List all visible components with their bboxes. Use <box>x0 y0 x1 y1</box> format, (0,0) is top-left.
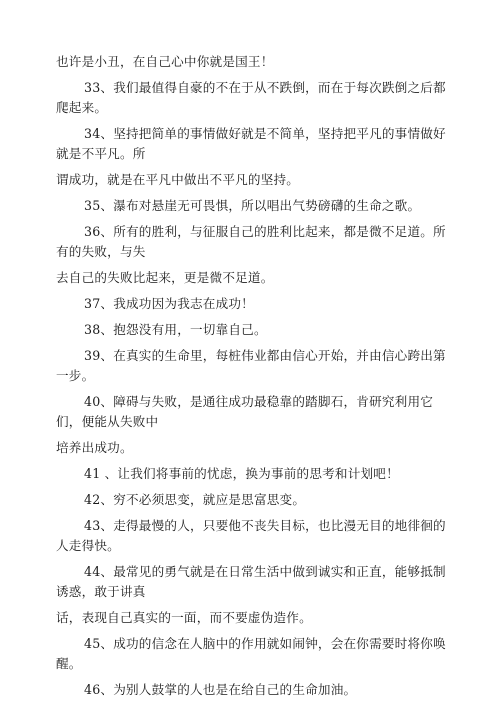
paragraph: 45、成功的信念在人脑中的作用就如闹钟，会在你需要时将你唤醒。 <box>56 636 446 671</box>
paragraph: 46、为别人鼓掌的人也是在给自己的生命加油。 <box>84 682 357 697</box>
paragraph: 42、穷不必须思变，就应是思富思变。 <box>84 492 306 507</box>
paragraph: 谓成功，就是在平凡中做出不平凡的坚持。 <box>56 172 300 187</box>
paragraph: 也许是小丑，在自己心中你就是国王！ <box>56 54 274 69</box>
paragraph: 37、我成功因为我志在成功！ <box>84 296 254 311</box>
paragraph: 34、坚持把简单的事情做好就是不简单，坚持把平凡的事情做好就是不平凡。所 <box>56 126 446 161</box>
paragraph: 去自己的失败比起来，更是微不足道。 <box>56 270 274 285</box>
paragraph: 44、最常见的勇气就是在日常生活中做到诚实和正直，能够抵制诱惑，敢于讲真 <box>56 564 446 599</box>
paragraph: 35、瀑布对悬崖无可畏惧，所以唱出气势磅礴的生命之歌。 <box>84 198 421 213</box>
paragraph: 36、所有的胜利，与征服自己的胜利比起来，都是微不足道。所有的失败，与失 <box>56 224 446 259</box>
paragraph: 话，表现自己真实的一面，而不要虚伪造作。 <box>56 610 312 625</box>
paragraph: 43、走得最慢的人，只要他不丧失目标，也比漫无目的地徘徊的人走得快。 <box>56 518 446 553</box>
paragraph: 33、我们最值得自豪的不在于从不跌倒，而在于每次跌倒之后都爬起来。 <box>56 80 446 115</box>
paragraph: 38、抱怨没有用，一切靠自己。 <box>84 322 267 337</box>
paragraph: 培养出成功。 <box>56 440 133 455</box>
document-body <box>56 52 456 706</box>
paragraph: 41 、让我们将事前的忧虑，换为事前的思考和计划吧！ <box>84 466 399 481</box>
paragraph: 40、障碍与失败，是通往成功最稳靠的踏脚石，肯研究利用它们，便能从失败中 <box>56 394 434 429</box>
paragraph: 39、在真实的生命里，每桩伟业都由信心开始，并由信心跨出第一步。 <box>56 348 446 383</box>
